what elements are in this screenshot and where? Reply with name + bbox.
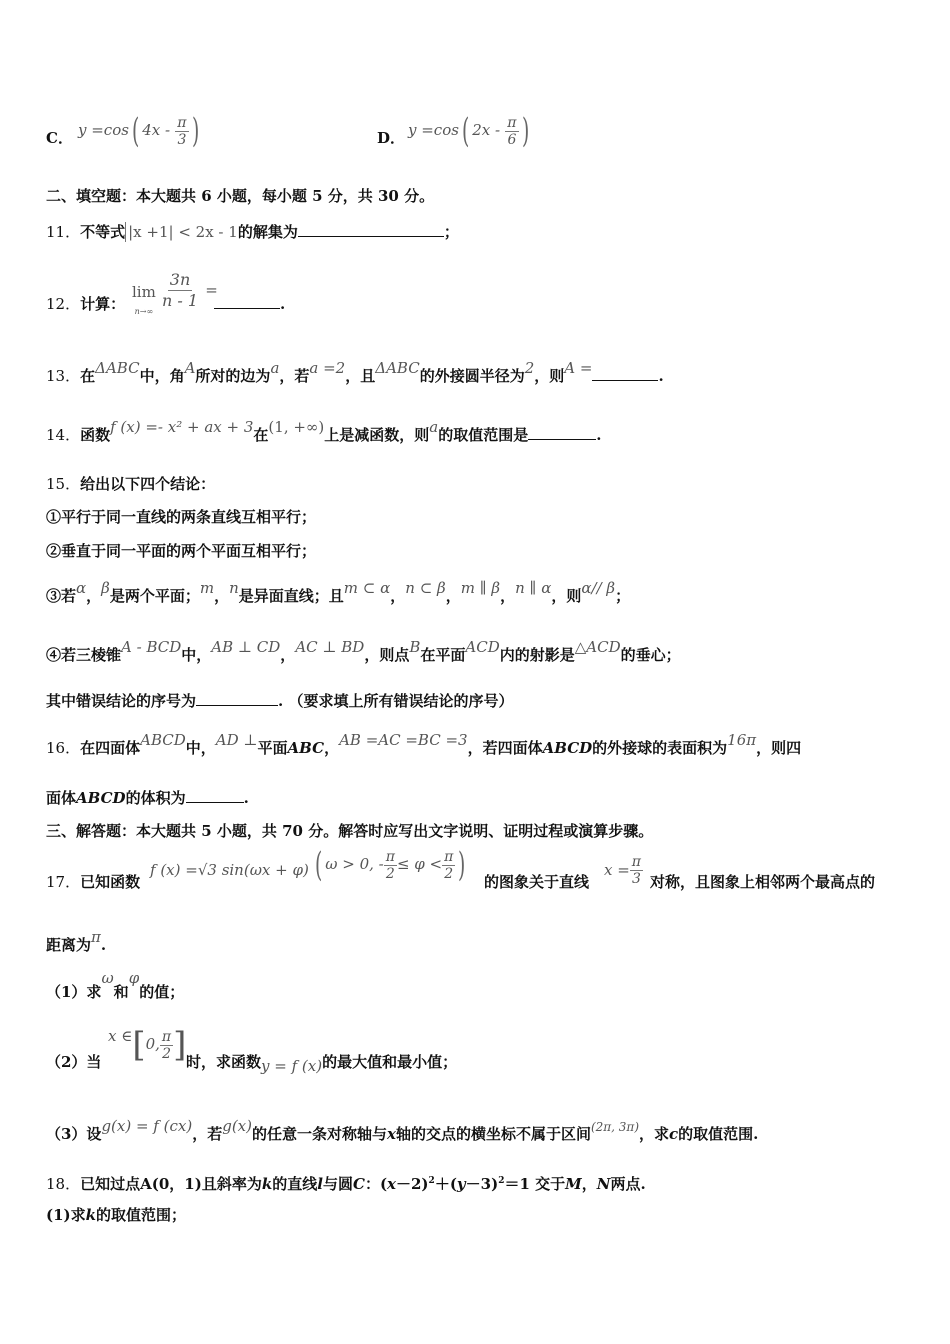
q13-answer-blank: [592, 366, 658, 381]
section2-title: 二、填空题：本大题共 6 小题，每小题 5 分，共 30 分。: [46, 187, 435, 205]
q17-condition: ( ω > 0, - $\frac{\pi}{2}$ ≤ φ < $\frac{\pi}{2}$ ): [314, 845, 466, 885]
question-15-statement-4: ④若三棱锥A - BCD中，AB ⊥ CD，AC ⊥ BD，则点B在平面ACD内的射影是△ACD的垂心；: [46, 638, 681, 664]
q12-answer-blank: [214, 294, 280, 309]
question-17-part-3: （3）设g(x) = f (cx)，若g(x)的任意一条对称轴与x轴的交点的横坐标不属于区间(2π, 3π)，求c的取值范围.: [46, 1117, 759, 1143]
question-15-statement-3: ③若α，β是两个平面；m，n是异面直线；且m ⊂ α，n ⊂ β，m ∥ β，n ∥ α，则α// β；: [46, 579, 631, 605]
question-17-line2: 距离为π.: [46, 928, 107, 954]
q15-answer-blank: [196, 691, 278, 706]
question-18-part-1: (1)求k的取值范围；: [46, 1206, 187, 1224]
section3-title: 三、解答题：本大题共 5 小题，共 70 分。解答时应写出文字说明、证明过程或演算步骤。: [46, 822, 654, 840]
q11-formula: |x +1| < 2x - 1: [125, 222, 238, 242]
option-d-label: D．: [377, 129, 406, 147]
q17-axis: x = $\frac{\pi}{3}$: [604, 854, 641, 887]
question-16: 16．在四面体ABCD中，AD ⊥平面ABC，AB =AC =BC =3，若四面体ABCD的外接球的表面积为16π，则四: [46, 731, 802, 757]
question-14: 14．函数f (x) =- x² + ax + 3在(1, +∞)上是减函数，则a的取值范围是 .: [46, 418, 602, 444]
q11-answer-blank: [298, 222, 444, 237]
option-c-frac: $\frac{\pi}{3}$: [177, 114, 187, 148]
question-11: 11．不等式 |x +1| < 2x - 1的解集为 ；: [46, 223, 459, 241]
options-row: [46, 112, 910, 152]
question-15-intro: 15．给出以下四个结论：: [46, 475, 216, 493]
question-17-part-1: （1）求ω和φ的值；: [46, 969, 185, 1001]
option-c-label: C．: [46, 129, 73, 147]
option-d-formula: y =cos( 2x - $\frac{\pi}{6}$ ): [408, 111, 529, 151]
q12-lim: lim n→∞: [132, 283, 156, 316]
question-17-part-2: （2）当 x ∈[0, $\frac{\pi}{2}$ ] 时，求函数y = f (x)的最大值和最小值；: [46, 1025, 458, 1075]
question-13: 13．在ΔABC中，角A所对的边为a，若a =2，且ΔABC的外接圆半径为2，则A = .: [46, 359, 664, 385]
q17-interval: x ∈[0, $\frac{\pi}{2}$ ]: [108, 1025, 187, 1065]
q16-answer-blank: [186, 788, 244, 803]
question-15-tail: 其中错误结论的序号为 . （要求填上所有错误结论的序号）: [46, 692, 514, 710]
q12-frac: $\frac{3n}{n - 1}$ =: [162, 270, 218, 310]
question-16-line2: 面体ABCD的体积为 .: [46, 789, 249, 807]
question-17: 17．已知函数 f (x) =√3 sin(ωx + φ) ( ω > 0, - $\frac{\pi}{2}$ ≤ φ < $\frac{\pi}{2}$ ) 的图象关于直线 x = $\frac{\pi}{3}$ 对称，且图象上相邻两个最高点的: [46, 845, 876, 891]
question-12: 12．计算： lim n→∞ $\frac{3n}{n - 1}$ = .: [46, 272, 910, 316]
option-c-formula: y =cos( 4x - $\frac{\pi}{3}$ ): [78, 111, 199, 151]
question-18: 18．已知过点A(0，1)且斜率为k的直线l与圆C：$(x-2)^2+(y-3)^2=1$ 交于M，N两点.: [46, 1175, 646, 1193]
option-d-frac: $\frac{\pi}{6}$: [507, 114, 517, 148]
q14-answer-blank: [528, 425, 596, 440]
question-15-statement-1: ①平行于同一直线的两条直线互相平行；: [46, 508, 317, 526]
question-15-statement-2: ②垂直于同一平面的两个平面互相平行；: [46, 542, 317, 560]
